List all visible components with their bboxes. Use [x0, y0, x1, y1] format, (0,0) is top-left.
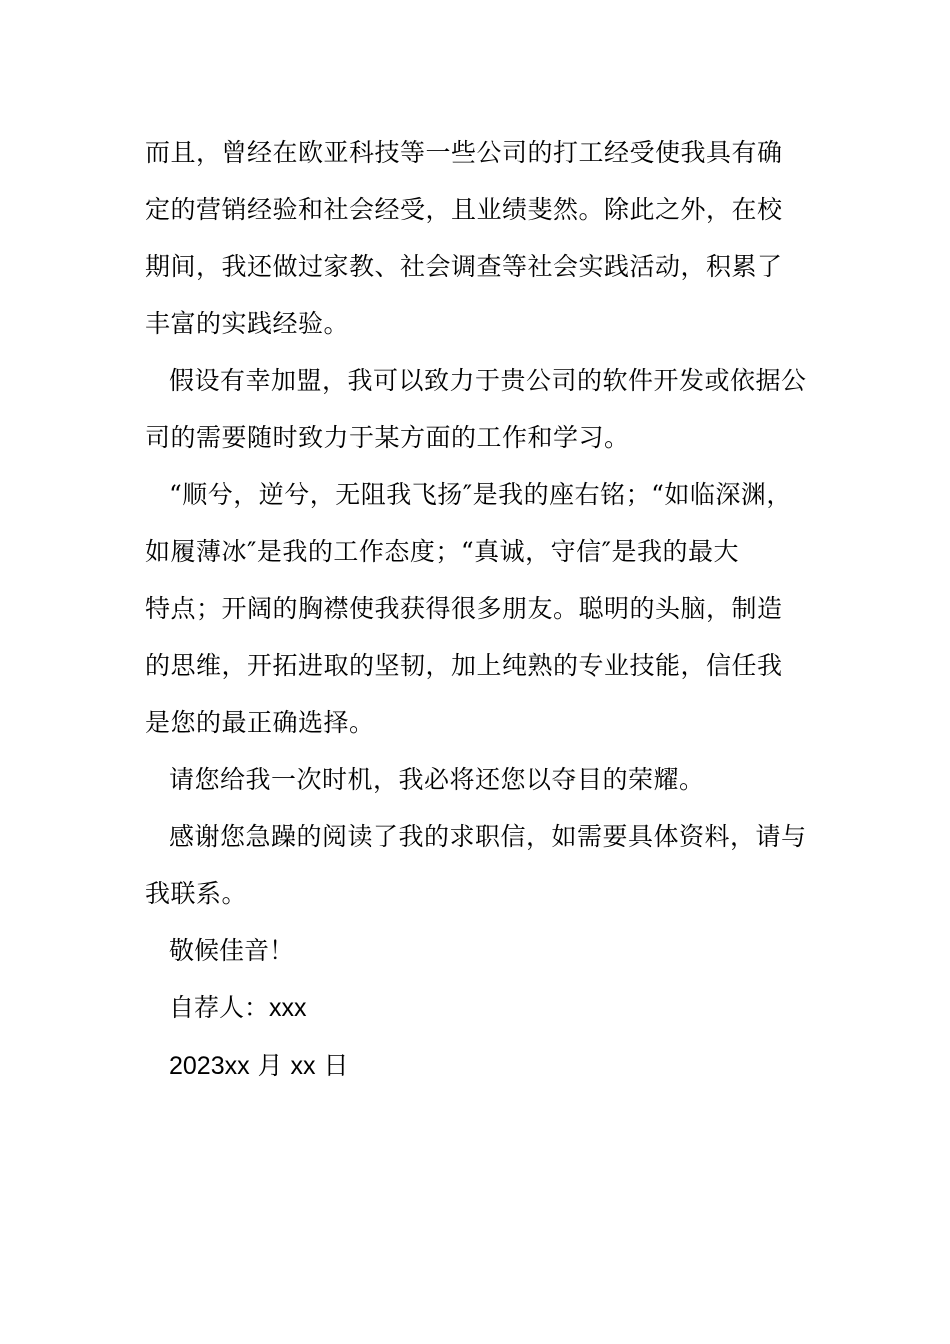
- paragraph-motto: [145, 466, 825, 751]
- text-line: 如履薄冰″是我的工作态度；“真诚，守信″是我的最大: [145, 537, 739, 566]
- text-line: 司的需要随时致力于某方面的工作和学习。: [145, 423, 630, 452]
- date-day-label: 日: [323, 1051, 349, 1080]
- date-month-label: 月: [257, 1051, 283, 1080]
- date-year: 2023xx: [169, 1052, 250, 1080]
- signer-label: 自荐人：: [169, 993, 270, 1022]
- text-line: 请您给我一次时机，我必将还您以夺目的荣耀。: [169, 765, 705, 794]
- closing-salutation: 敬候佳音！: [169, 936, 295, 965]
- text-line: 定的营销经验和社会经受，且业绩斐然。除此之外，在校: [145, 195, 783, 224]
- text-line: “顺兮，逆兮，无阻我飞扬″是我的座右铭；“如临深渊，: [169, 480, 792, 509]
- text-line: 是您的最正确选择。: [145, 708, 375, 737]
- paragraph-experience: [145, 124, 825, 352]
- letter-body: [145, 124, 825, 1095]
- text-line: 假设有幸加盟，我可以致力于贵公司的软件开发或依据公: [169, 366, 807, 395]
- paragraph-thanks: [145, 808, 825, 922]
- signer-line: [145, 979, 825, 1037]
- text-line: 的思维，开拓进取的坚韧，加上纯熟的专业技能，信任我: [145, 651, 783, 680]
- text-line: 丰富的实践经验。: [145, 309, 350, 338]
- text-line: 我联系。: [145, 879, 248, 908]
- text-line: 期间，我还做过家教、社会调查等社会实践活动，积累了: [145, 252, 783, 281]
- text-line: 感谢您急躁的阅读了我的求职信，如需要具体资料，请与: [169, 822, 807, 851]
- signer-name: xxx: [269, 994, 307, 1022]
- text-line: 特点；开阔的胸襟使我获得很多朋友。聪明的头脑，制造: [145, 594, 783, 623]
- paragraph-join: [145, 352, 825, 466]
- paragraph-opportunity: [145, 751, 825, 808]
- text-line: 而且，曾经在欧亚科技等一些公司的打工经受使我具有确: [145, 138, 783, 167]
- date-line: [145, 1037, 825, 1095]
- date-day: xx: [290, 1052, 316, 1080]
